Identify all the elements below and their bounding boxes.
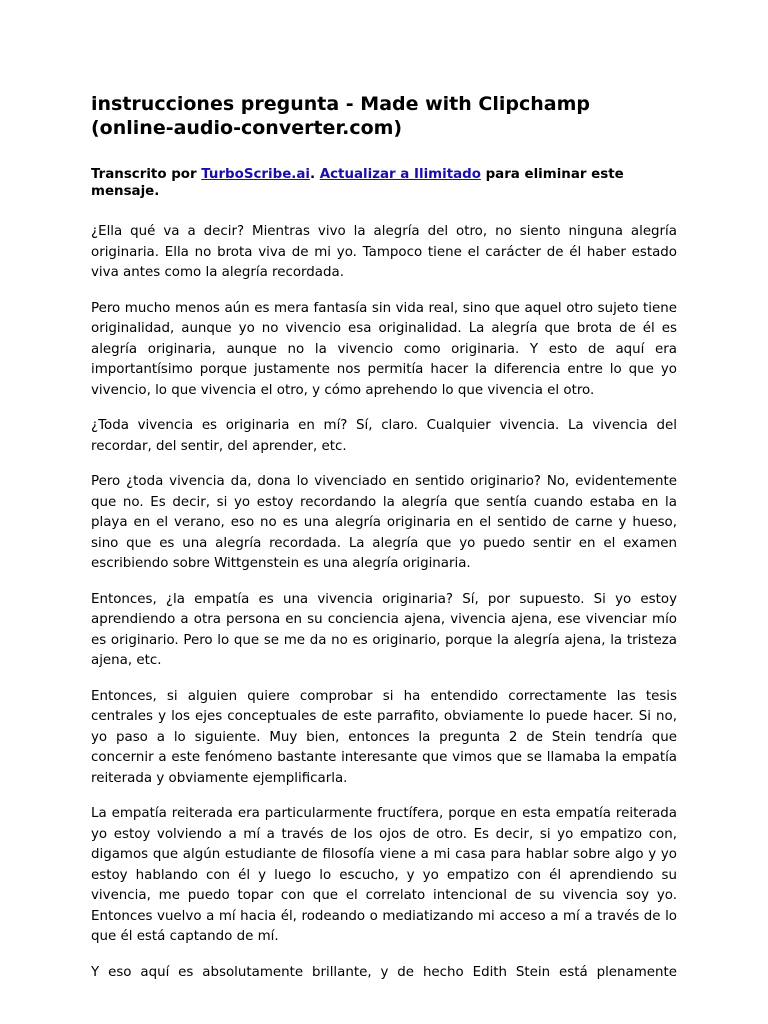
- paragraph-1: ¿Ella qué va a decir? Mientras vivo la alegría del otro, no siento ninguna alegría originaria. Ella no brota viva de mi yo. Tampoco tiene el carácter de él haber estado viva antes como la alegría recordada.: [91, 224, 677, 280]
- upgrade-link[interactable]: Actualizar a Ilimitado: [319, 167, 481, 182]
- paragraph-6: Entonces, si alguien quiere comprobar si ha entendido correctamente las tesis centrales y los ejes conceptuales de este parrafito, obviamente lo puede hacer. Si no, yo paso a lo siguiente. Muy bien, entonces la pregunta 2 de Stein tendría que concernir a este fenómeno bastante interesante que vimos que se llamaba la empatía reiterada y obviamente ejemplificarla.: [91, 688, 677, 786]
- notice-prefix: Transcrito por: [91, 167, 202, 182]
- paragraph-2: Pero mucho menos aún es mera fantasía sin vida real, sino que aquel otro sujeto tiene originalidad, aunque yo no vivencio esa originalidad. La alegría que brota de él es alegría originaria, aunque no la vivencio como originaria. Y esto de aquí era importantísimo porque justamente nos permitía hacer la diferencia entre lo que yo vivencio, lo que vivencia el otro, y cómo aprehendo lo que vivencia el otro.: [91, 300, 677, 398]
- notice-separator: .: [310, 167, 320, 182]
- document-title: instrucciones pregunta - Made with Clipchamp (online-audio-converter.com): [91, 93, 590, 139]
- document-page: [91, 92, 677, 998]
- turboscribe-link[interactable]: TurboScribe.ai: [201, 167, 310, 182]
- notice-suffix: para eliminar este mensaje.: [91, 167, 624, 199]
- paragraph-5: Entonces, ¿la empatía es una vivencia originaria? Sí, por supuesto. Si yo estoy aprendiendo a otra persona en su conciencia ajena, vivencia ajena, ese vivenciar mío es originario. Pero lo que se me da no es originario, porque la alegría ajena, la tristeza ajena, etc.: [91, 591, 677, 668]
- paragraph-4: Pero ¿toda vivencia da, dona lo vivenciado en sentido originario? No, evidentemente que no. Es decir, si yo estoy recordando la alegría que sentía cuando estaba en la playa en el verano, eso no es una alegría originaria en el sentido de carne y hueso, sino que es una alegría recordada. La alegría que yo puedo sentir en el examen escribiendo sobre Wittgenstein es una alegría originaria.: [91, 474, 677, 571]
- paragraph-7: La empatía reiterada era particularmente fructífera, porque en esta empatía reiterada yo estoy volviendo a mí a través de los ojos de otro. Es decir, si yo empatizo con, digamos que algún estudiante de filosofía viene a mi casa para hablar sobre algo y yo estoy hablando con él y luego lo escucho, y yo empatizo con él aprendiendo su vivencia, me puedo topar con que el correlato intencional de su vivencia soy yo. Entonces vuelvo a mí hacia él, rodeando o mediatizando mi acceso a mí a través de lo que él está captando de mí.: [91, 806, 677, 944]
- paragraph-3: ¿Toda vivencia es originaria en mí? Sí, claro. Cualquier vivencia. La vivencia del recordar, del sentir, del aprender, etc.: [91, 418, 677, 454]
- paragraph-8: Y eso aquí es absolutamente brillante, y de hecho Edith Stein está plenamente: [91, 964, 677, 980]
- transcription-notice: [91, 166, 677, 200]
